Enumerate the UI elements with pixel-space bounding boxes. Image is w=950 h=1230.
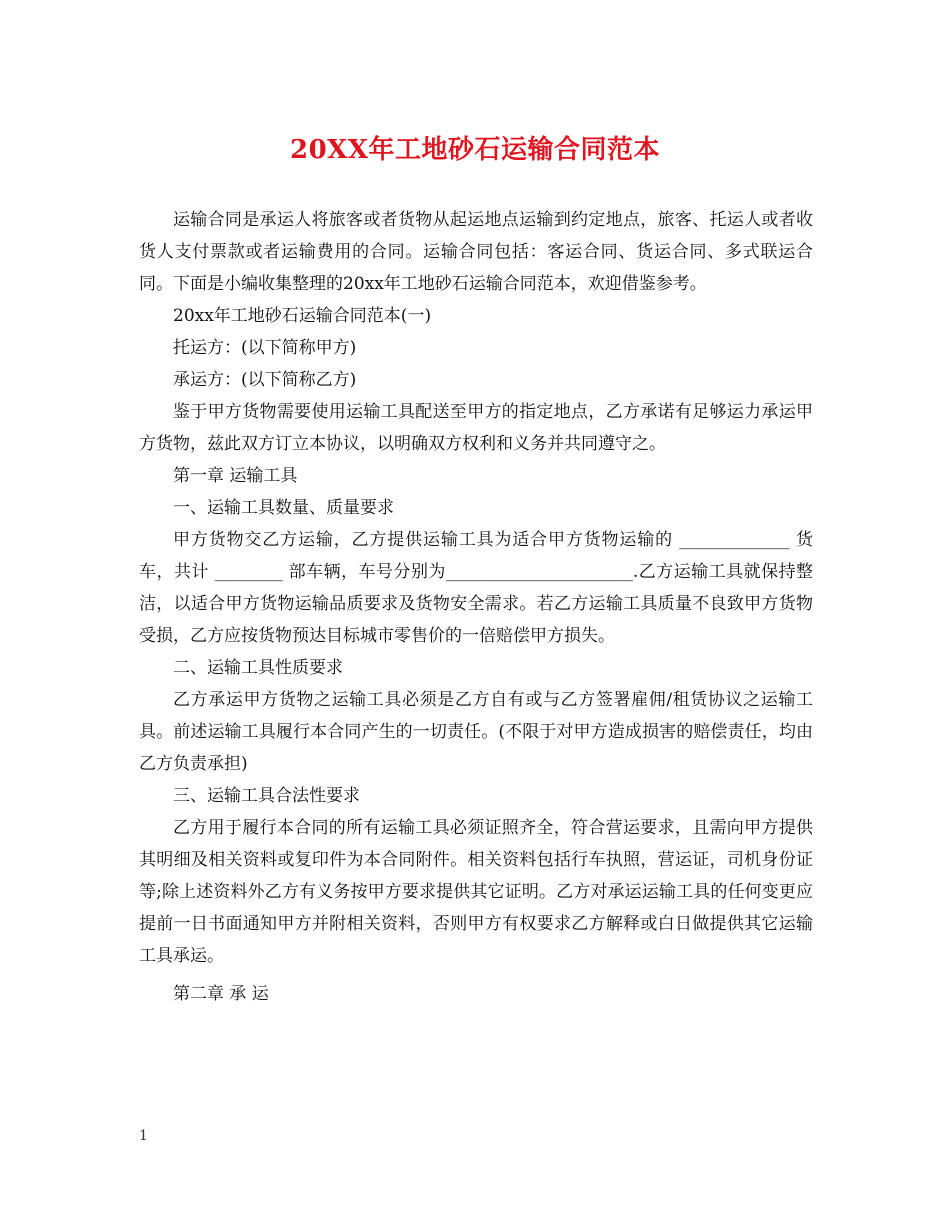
plate-numbers-blank: ______________________ — [445, 562, 633, 582]
preamble-paragraph: 鉴于甲方货物需要使用运输工具配送至甲方的指定地点，乙方承诺有足够运力承运甲方货物，兹此双方订立本协议，以明确双方权利和义务并共同遵守之。 — [139, 402, 813, 454]
vehicle-text-part-3: 部车辆，车号分别为 — [282, 562, 446, 582]
carrier-line: 承运方：(以下简称乙方) — [173, 370, 357, 390]
vehicle-count-blank: ________ — [214, 562, 283, 582]
vehicle-type-blank: _____________ — [679, 530, 790, 550]
vehicle-requirements-paragraph — [139, 524, 813, 652]
section-one-heading: 一、运输工具数量、质量要求 — [173, 498, 394, 518]
contract-subtitle: 20xx年工地砂石运输合同范本(一) — [173, 306, 432, 326]
document-title: 20XX年工地砂石运输合同范本 — [289, 135, 661, 165]
page-number: 1 — [139, 1128, 148, 1144]
section-three-heading: 三、运输工具合法性要求 — [173, 786, 360, 806]
intro-paragraph: 运输合同是承运人将旅客或者货物从起运地点运输到约定地点，旅客、托运人或者收货人支付票款或者运输费用的合同。运输合同包括：客运合同、货运合同、多式联运合同。下面是小编收集整理的20xx年工地砂石运输合同范本，欢迎借鉴参考。 — [139, 210, 813, 294]
consignor-line: 托运方：(以下简称甲方) — [173, 338, 357, 358]
vehicle-text-part-4: .乙方运输工具就保持整洁，以适合甲方货物运输品质要求及货物安全需求。若乙方运输工具质量不良致甲方货物受损，乙方应按货物预达目标城市零售价的一倍赔偿甲方损失。 — [139, 562, 814, 646]
chapter-one-heading: 第一章 运输工具 — [173, 466, 298, 486]
vehicle-text-part-2: 货车，共计 — [139, 530, 813, 582]
section-two-paragraph: 乙方承运甲方货物之运输工具必须是乙方自有或与乙方签署雇佣/租赁协议之运输工具。前述运输工具履行本合同产生的一切责任。(不限于对甲方造成损害的赔偿责任，均由乙方负责承担) — [139, 690, 813, 774]
section-three-paragraph: 乙方用于履行本合同的所有运输工具必须证照齐全，符合营运要求，且需向甲方提供其明细及相关资料或复印件为本合同附件。相关资料包括行车执照，营运证，司机身份证等;除上述资料外乙方有义务按甲方要求提供其它证明。乙方对承运运输工具的任何变更应提前一日书面通知甲方并附相关资料，否则甲方有权要求乙方解释或白日做提供其它运输工具承运。 — [139, 818, 813, 966]
chapter-two-heading: 第二章 承 运 — [173, 984, 269, 1004]
section-two-heading: 二、运输工具性质要求 — [173, 658, 343, 678]
document-body — [139, 204, 813, 1010]
vehicle-text-part-1: 甲方货物交乙方运输，乙方提供运输工具为适合甲方货物运输的 — [173, 530, 680, 550]
